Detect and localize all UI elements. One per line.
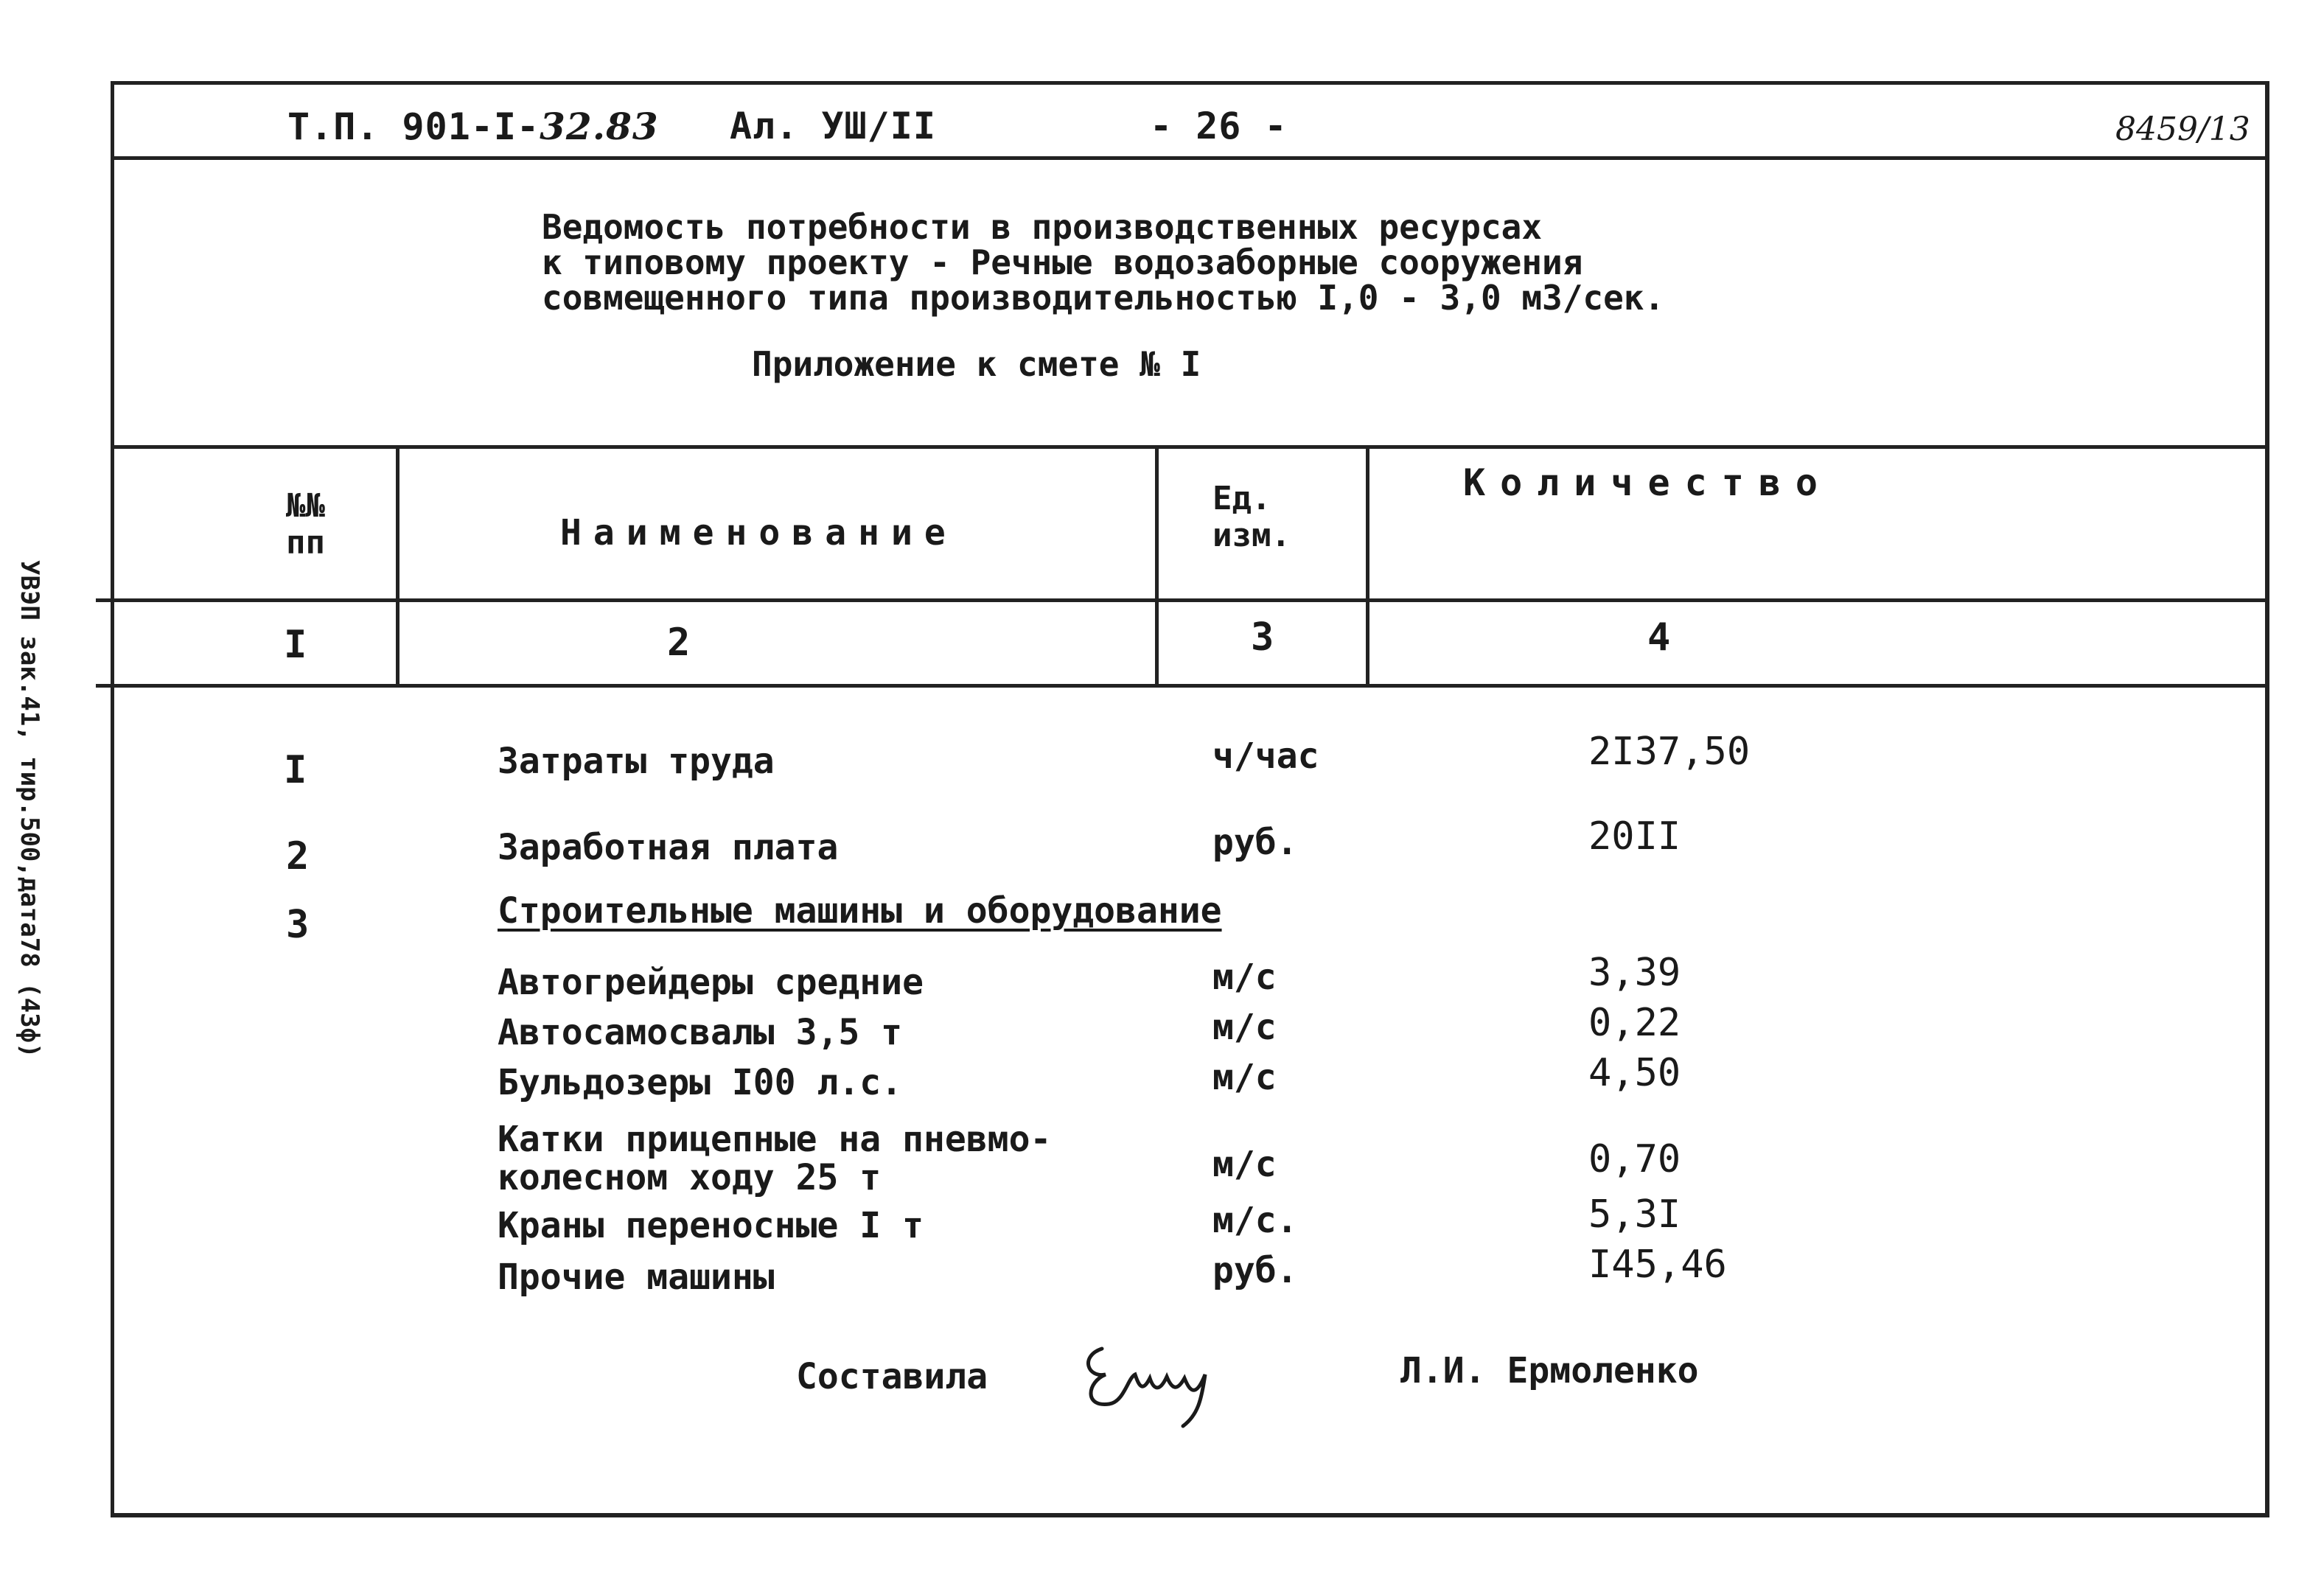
header-unit-line-1: Ед. [1212,480,1271,517]
page-number: - 26 - [1150,105,1288,147]
machine-name-line-2: колесном ходу 25 т [498,1157,882,1198]
document-title-line-1: Ведомость потребности в производственных ресурсах [542,207,1543,247]
column-number-2: 2 [667,621,691,665]
header-qty: Количество [1463,461,1833,504]
header-num [286,488,325,562]
machine-unit: м/с [1212,1007,1277,1048]
header-name: Наименование [560,512,957,553]
machine-qty: 4,50 [1588,1051,1681,1095]
machine-unit: м/с [1212,1144,1277,1185]
row-qty: 20II [1588,814,1681,859]
row-name: Затраты труда [498,741,775,782]
machine-unit: м/с. [1212,1200,1298,1241]
archive-number: 8459/13 [2115,111,2250,148]
row-num: 3 [286,903,310,947]
row-num: 2 [286,834,310,878]
column-number-row-bottom-border [96,684,2266,688]
album-code: Ал. УШ/II [730,105,936,147]
compiler-name: Л.И. Ермоленко [1400,1350,1699,1391]
column-divider-2 [1155,445,1159,687]
row-unit: ч/час [1212,736,1319,777]
section-heading: Строительные машины и оборудование [498,890,1222,932]
header-num-line-2: пп [286,524,325,562]
row-num: I [284,748,307,792]
table-top-border [111,445,2266,449]
header-unit-line-2: изм. [1212,517,1291,554]
machine-name: Автогрейдеры средние [498,962,924,1003]
machine-name: Бульдозеры I00 л.с. [498,1062,903,1103]
column-number-3: 3 [1251,615,1274,660]
machine-name-line-1: Катки прицепные на пневмо- [498,1119,1052,1160]
machine-unit: руб. [1212,1250,1298,1291]
appendix-label: Приложение к смете № I [752,344,1201,384]
signature [1072,1334,1249,1437]
project-code-handwritten: 32.83 [540,105,659,148]
machine-unit: м/с [1212,1057,1277,1098]
machine-name [498,1120,1051,1197]
machine-qty: 0,22 [1588,1001,1681,1045]
project-code [287,105,659,148]
column-divider-3 [1366,445,1369,687]
side-print-note: УВЭП зак.41, тир.500,дата78 (43ф) [15,560,44,1058]
project-code-printed: Т.П. 901-I- [287,105,540,148]
table-header-bottom-border [96,598,2266,602]
compiled-by-label: Составила [796,1356,988,1397]
machine-qty: I45,46 [1588,1243,1727,1287]
header-divider [111,156,2266,160]
document-title-line-2: к типовому проекту - Речные водозаборные сооружения [542,242,1583,282]
row-name: Заработная плата [498,827,839,868]
row-qty: 2I37,50 [1588,730,1751,774]
header-num-line-1: №№ [286,487,325,525]
column-number-1: I [284,623,307,667]
header-unit [1212,481,1291,554]
signature-mark [1072,1334,1249,1437]
column-divider-1 [396,445,399,687]
machine-name: Автосамосвалы 3,5 т [498,1012,903,1053]
machine-qty: 0,70 [1588,1137,1681,1181]
machine-unit: м/с [1212,957,1277,998]
document-title-line-3: совмещенного типа производительностью I,0 - 3,0 м3/сек. [542,278,1665,318]
machine-name: Краны переносные I т [498,1205,924,1246]
machine-qty: 5,3I [1588,1192,1681,1237]
machine-qty: 3,39 [1588,951,1681,995]
machine-name: Прочие машины [498,1257,775,1298]
row-unit: руб. [1212,822,1298,863]
column-number-4: 4 [1647,615,1671,660]
